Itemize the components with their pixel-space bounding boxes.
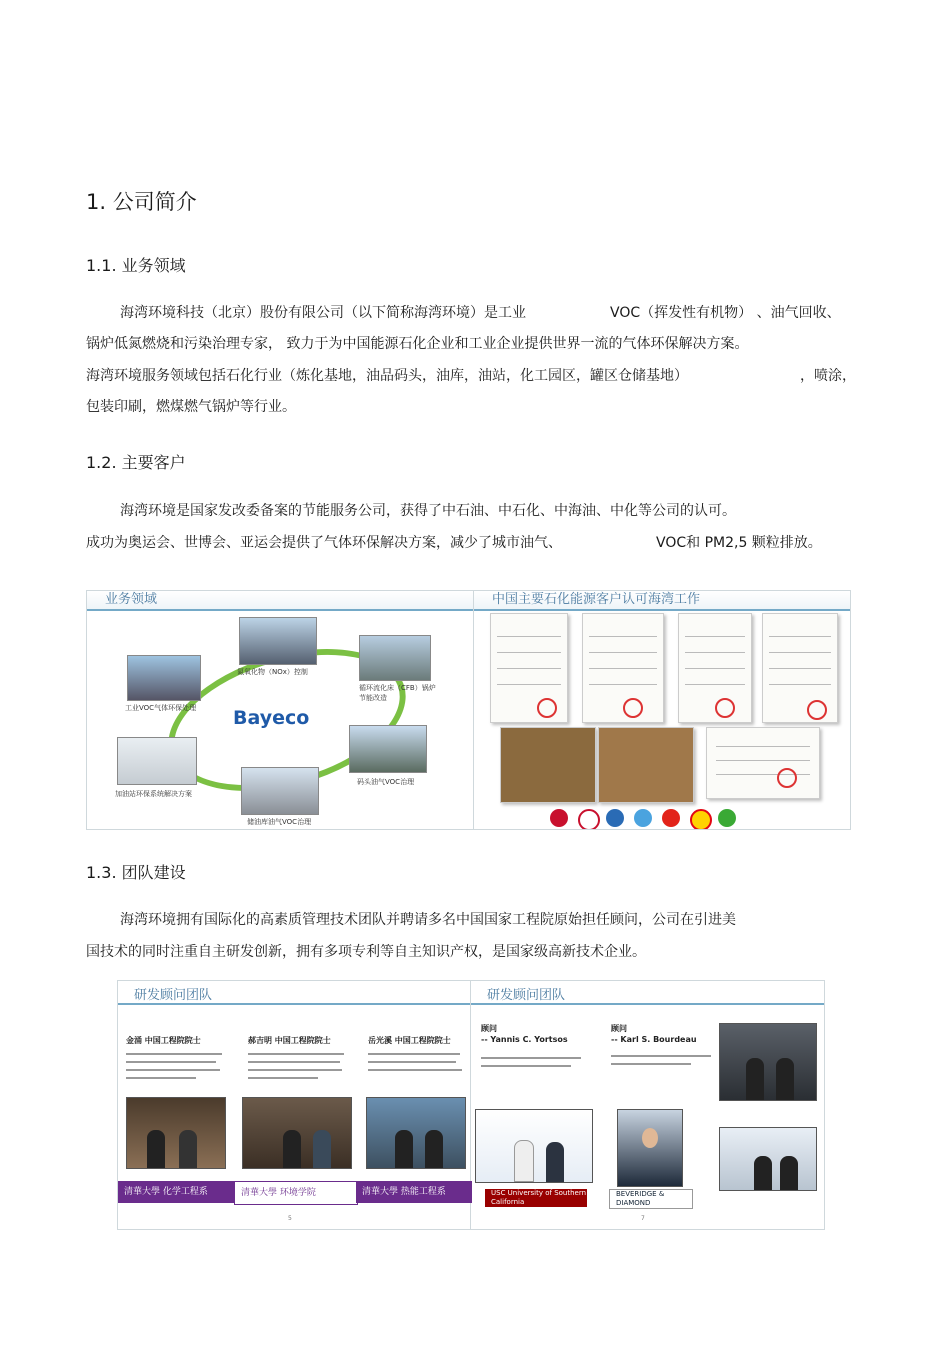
advisors-panel-left <box>118 981 471 1229</box>
panel-title: 研发顾问团队 <box>471 981 824 1005</box>
tsinghua-banner: 清華大學 化学工程系 <box>118 1181 234 1203</box>
business-figure <box>86 590 851 830</box>
text-line <box>611 1055 711 1057</box>
page-number: 5 <box>288 1215 292 1222</box>
paragraph-line: 海湾环境科技（北京）股份有限公司（以下简称海湾环境）是工业 <box>120 305 526 321</box>
panel-title: 业务领域 <box>87 591 473 611</box>
certificate-doc <box>582 613 664 723</box>
caption: 循环流化床（CFB）锅炉节能改造 <box>359 684 436 702</box>
advisor-photo <box>126 1097 226 1169</box>
paragraph-line: VOC和 PM2,5 颗粒排放。 <box>656 535 822 551</box>
usc-logo: USC University of Southern California <box>485 1189 587 1207</box>
text-line <box>481 1057 581 1059</box>
advisor-photo <box>242 1097 352 1169</box>
text-line <box>481 1065 571 1067</box>
paragraph-line: 海湾环境拥有国际化的高素质管理技术团队并聘请多名中国国家工程院原始担任顾问，公司在引进美 <box>120 912 736 928</box>
thumb-depot <box>241 767 319 815</box>
certificate-plaque <box>500 727 596 803</box>
shell-logo-icon <box>690 809 712 830</box>
paragraph-line: 国技术的同时注重自主研发创新，拥有多项专利等自主知识产权，是国家级高新技术企业。 <box>86 944 646 960</box>
text-line <box>126 1069 220 1071</box>
section-heading-clients: 1.2. 主要客户 <box>86 453 186 472</box>
tsinghua-banner: 清華大學 热能工程系 <box>356 1181 472 1203</box>
advisor-photo <box>475 1109 593 1183</box>
paragraph-line: 海湾环境是国家发改委备案的节能服务公司，获得了中石油、中石化、中海油、中化等公司的认可。 <box>120 503 736 519</box>
section-heading-team: 1.3. 团队建设 <box>86 863 186 882</box>
thumb-voc <box>127 655 201 701</box>
beveridge-diamond-logo: BEVERIDGE & DIAMOND <box>609 1189 693 1209</box>
tsinghua-banner: 清華大學 环境学院 <box>234 1181 358 1205</box>
thumb-station <box>117 737 197 785</box>
advisor-portrait <box>617 1109 683 1187</box>
text-line <box>248 1053 344 1055</box>
advisor-photo <box>366 1097 466 1169</box>
bayeco-logo: Bayeco <box>233 707 310 729</box>
advisor-title: 顾问 -- Karl S. Bourdeau <box>611 1024 697 1044</box>
text-line <box>368 1053 460 1055</box>
text-line <box>368 1069 462 1071</box>
paragraph-line: ，喷涂， <box>800 368 856 384</box>
section-heading-company-intro: 1. 公司简介 <box>86 190 197 214</box>
certificate-doc <box>490 613 568 723</box>
text-line <box>611 1063 691 1065</box>
text-line <box>368 1061 456 1063</box>
caption: 加油站环保系统解决方案 <box>115 790 192 798</box>
certificate-doc <box>762 613 838 723</box>
certificate-doc <box>678 613 752 723</box>
paragraph-line: 包装印刷，燃煤燃气锅炉等行业。 <box>86 399 296 415</box>
panel-title: 研发顾问团队 <box>118 981 470 1005</box>
advisor-title: 岳光溪 中国工程院院士 <box>368 1036 451 1045</box>
petrochina-logo-icon <box>662 809 680 827</box>
advisor-photo <box>719 1127 817 1191</box>
thumb-nox <box>239 617 317 665</box>
panel-title: 中国主要石化能源客户认可海湾工作 <box>474 591 850 611</box>
thumb-terminal <box>349 725 427 773</box>
thumb-cfb <box>359 635 431 681</box>
business-panel <box>87 591 474 829</box>
clients-panel <box>474 591 850 829</box>
text-line <box>126 1061 216 1063</box>
advisor-photo <box>719 1023 817 1101</box>
sinochem-logo-icon <box>634 809 652 827</box>
paragraph-line: 海湾环境服务领域包括石化行业（炼化基地，油品码头，油库，油站，化工园区，罐区仓储基地） <box>86 368 688 384</box>
text-line <box>126 1053 222 1055</box>
section-heading-business: 1.1. 业务领域 <box>86 256 186 275</box>
advisor-title: 金涌 中国工程院院士 <box>126 1036 201 1045</box>
caption: 码头油气VOC治理 <box>357 778 415 786</box>
paragraph-line: VOC（挥发性有机物） 、油气回收、 <box>610 305 841 321</box>
paragraph-line: 成功为奥运会、世博会、亚运会提供了气体环保解决方案，减少了城市油气、 <box>86 535 562 551</box>
certificate-plaque <box>598 727 694 803</box>
advisor-title: 郝吉明 中国工程院院士 <box>248 1036 331 1045</box>
certificate-doc <box>706 727 820 799</box>
advisors-panel-right <box>471 981 824 1229</box>
text-line <box>126 1077 196 1079</box>
text-line <box>248 1061 340 1063</box>
caption: 氮氧化物（NOx）控制 <box>237 668 308 676</box>
caption: 储油库油气VOC治理 <box>247 818 312 826</box>
page-number: 7 <box>641 1215 645 1222</box>
cnpc-logo-icon <box>550 809 568 827</box>
caption: 工业VOC气体环保处理 <box>125 704 197 712</box>
paragraph-line: 锅炉低氮燃烧和污染治理专家， 致力于为中国能源石化企业和工业企业提供世界一流的气体环保解决方案。 <box>86 336 749 352</box>
bp-logo-icon <box>718 809 736 827</box>
sinopec-logo-icon <box>578 809 600 830</box>
team-figure <box>117 980 825 1230</box>
cnooc-logo-icon <box>606 809 624 827</box>
advisor-title: 顾问 -- Yannis C. Yortsos <box>481 1024 568 1044</box>
text-line <box>248 1077 318 1079</box>
text-line <box>248 1069 342 1071</box>
